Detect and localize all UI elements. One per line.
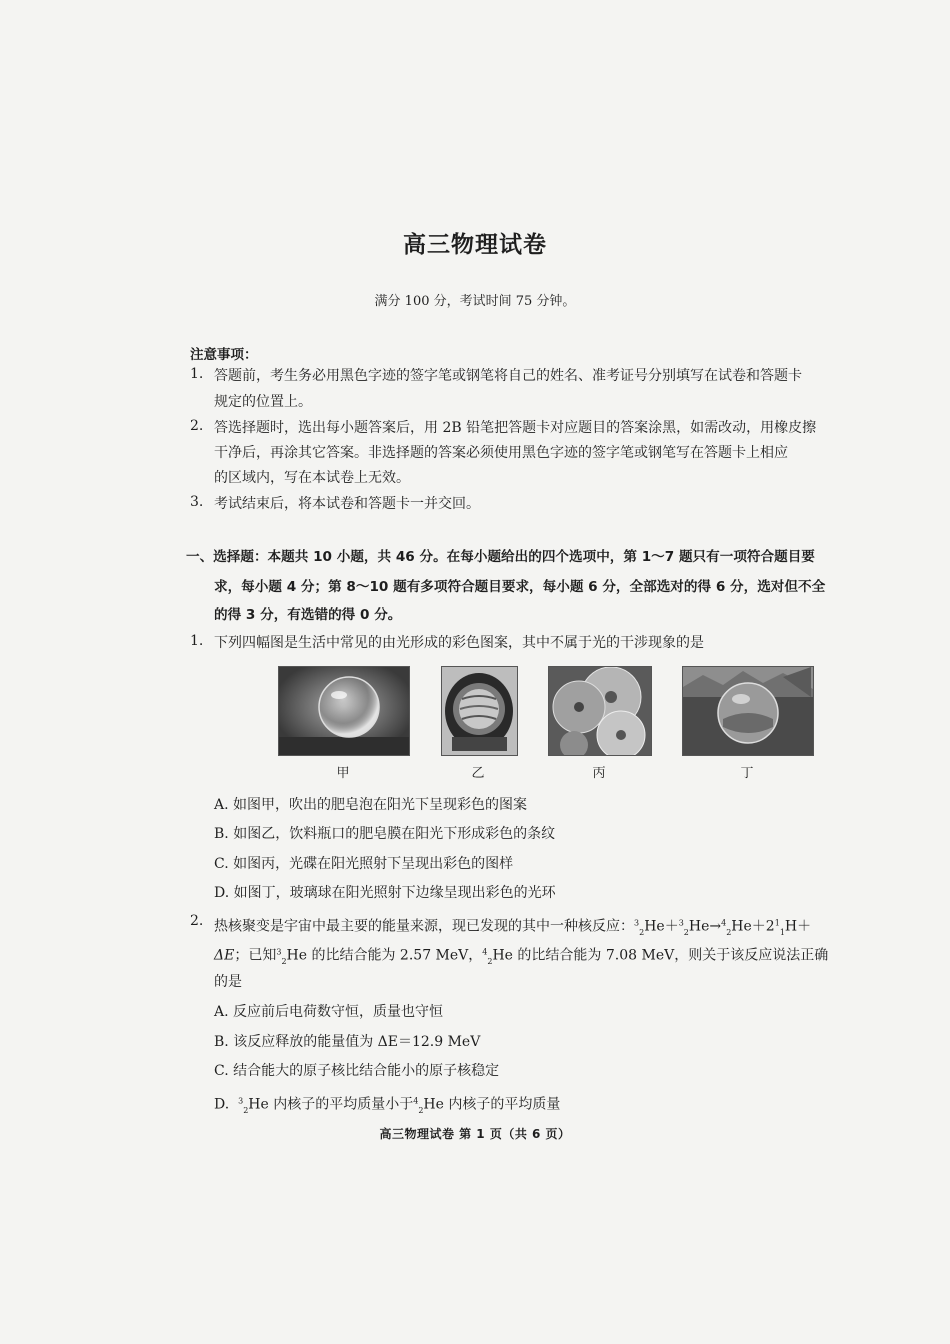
- notice-line: 答选择题时，选出每小题答案后，用 2B 铅笔把答题卡对应题目的答案涂黑，如需改动，用橡皮擦: [214, 420, 817, 436]
- section-heading-line: 求，每小题 4 分；第 8～10 题有多项符合题目要求，每小题 6 分，全部选对的得 6 分，选对但不全: [214, 579, 826, 595]
- nuclide: $^1_1$: [774, 918, 785, 937]
- question-stem: 的是: [214, 974, 242, 990]
- question-number: 1.: [190, 633, 204, 649]
- notice-line: 考试结束后，将本试卷和答题卡一并交回。: [214, 496, 480, 512]
- option-line: D. $^3_2$He 内核子的平均质量小于$^4_2$He 内核子的平均质量: [214, 1096, 561, 1115]
- nuclide: $^4_2$: [721, 918, 732, 937]
- notice-heading: 注意事项：: [190, 347, 258, 363]
- option-line: C. 如图丙，光碟在阳光照射下呈现出彩色的图样: [214, 856, 514, 872]
- page-footer: 高三物理试卷 第 1 页（共 6 页）: [379, 1127, 571, 1141]
- notice-number: 2.: [190, 418, 204, 434]
- exam-subtitle: 满分 100 分，考试时间 75 分钟。: [374, 294, 576, 309]
- notice-line: 答题前，考生务必用黑色字迹的签字笔或钢笔将自己的姓名、准考证号分别填写在试卷和答题卡: [214, 368, 802, 384]
- arrow-icon: →: [709, 918, 722, 935]
- notice-number: 1.: [190, 366, 204, 382]
- option-line: C. 结合能大的原子核比结合能小的原子核稳定: [214, 1063, 500, 1079]
- photo-cds: [548, 666, 652, 756]
- question-stem: ΔE；已知$^3_2$He 的比结合能为 2.57 MeV，$^4_2$He 的比结合能为 7.08 MeV，则关于该反应说法正确: [214, 947, 829, 966]
- section-heading-line: 一、选择题：本题共 10 小题，共 46 分。在每小题给出的四个选项中，第 1～7 题只有一项符合题目要: [186, 549, 815, 565]
- notice-number: 3.: [190, 494, 204, 510]
- option-line: A. 如图甲，吹出的肥皂泡在阳光下呈现彩色的图案: [214, 797, 528, 813]
- notice-line: 干净后，再涂其它答案。非选择题的答案必须使用黑色字迹的签字笔或钢笔写在答题卡上相应: [214, 445, 788, 461]
- image-label: 乙: [471, 766, 485, 781]
- option-line: B. 如图乙，饮料瓶口的肥皂膜在阳光下形成彩色的条纹: [214, 826, 556, 842]
- image-label: 丙: [592, 766, 606, 781]
- question-number: 2.: [190, 913, 204, 929]
- photo-bottle-film: [441, 666, 518, 756]
- notice-line: 的区域内，写在本试卷上无效。: [214, 470, 410, 486]
- question-stem: 热核聚变是宇宙中最主要的能量来源，现已发现的其中一种核反应：$^3_2He+^3_2He\to^4_2He+2^1_1H+$: [214, 918, 812, 937]
- page-title: 高三物理试卷: [403, 232, 547, 258]
- option-line: A. 反应前后电荷数守恒，质量也守恒: [214, 1004, 444, 1020]
- notice-line: 规定的位置上。: [214, 394, 312, 410]
- nuclide: $^3_2$: [678, 918, 689, 937]
- photo-soap-bubble: [278, 666, 410, 756]
- nuclide: $^3_2$: [634, 918, 645, 937]
- nuclide: $^4_2$: [482, 947, 493, 966]
- option-line: B. 该反应释放的能量值为 ΔE＝12.9 MeV: [214, 1034, 481, 1050]
- nuclide: $^4_2$: [413, 1096, 424, 1115]
- question-stem: 下列四幅图是生活中常见的由光形成的彩色图案，其中不属于光的干涉现象的是: [214, 635, 704, 651]
- photo-glass-ball: [682, 666, 814, 756]
- nuclide: $^3_2$: [238, 1096, 249, 1115]
- image-label: 丁: [740, 766, 754, 781]
- section-heading-line: 的得 3 分，有选错的得 0 分。: [214, 607, 402, 623]
- nuclide: $^3_2$: [276, 947, 287, 966]
- image-label: 甲: [336, 766, 350, 781]
- option-line: D. 如图丁，玻璃球在阳光照射下边缘呈现出彩色的光环: [214, 885, 556, 901]
